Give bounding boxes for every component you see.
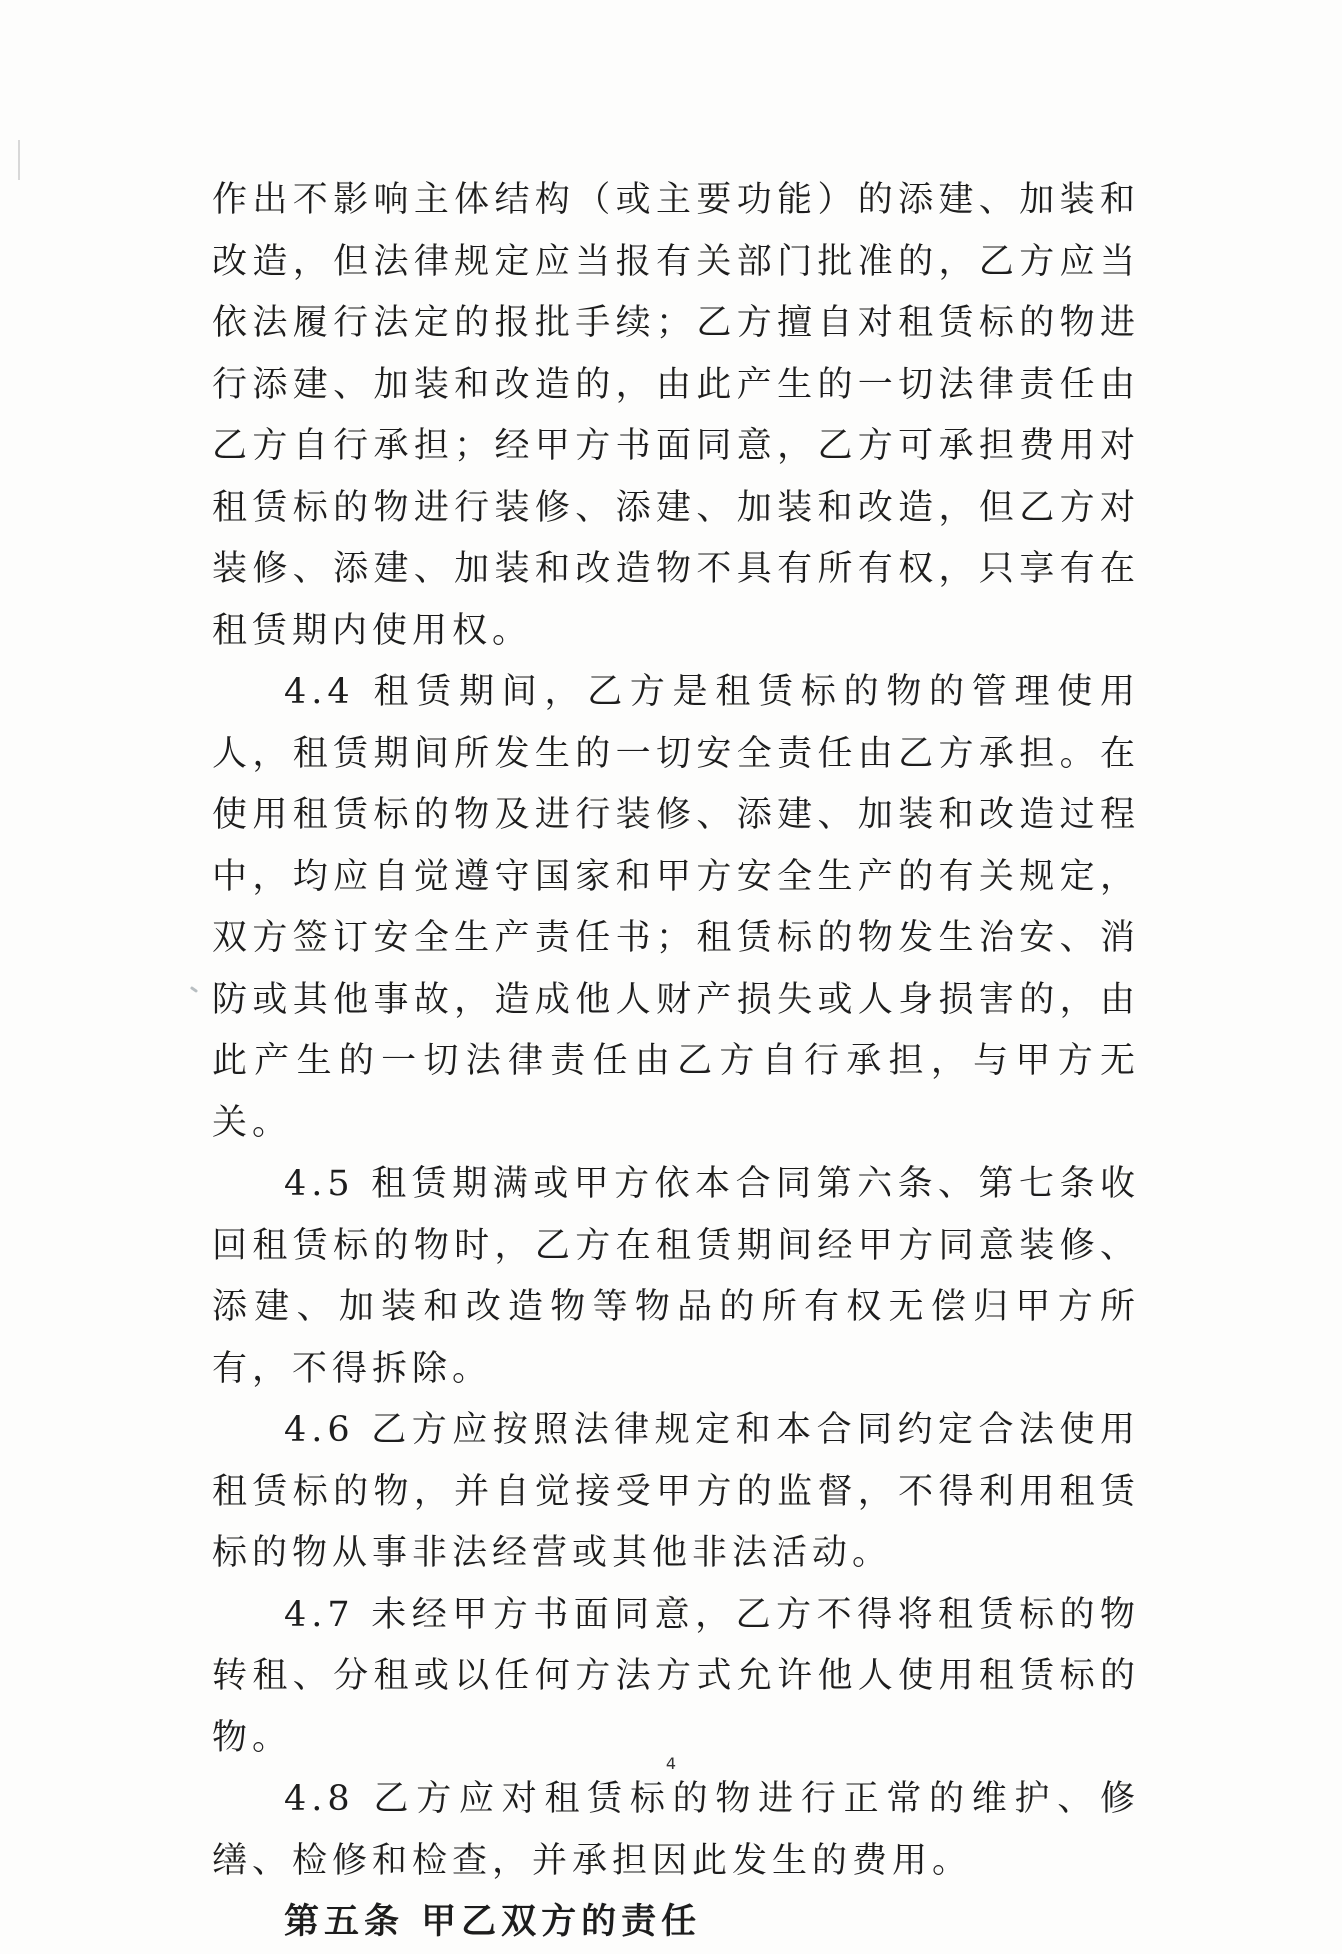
scan-speck xyxy=(190,986,198,993)
paragraph-continuation: 作出不影响主体结构（或主要功能）的添建、加装和改造，但法律规定应当报有关部门批准的，乙方应当依法履行法定的报批手续；乙方擅自对租赁标的物进行添建、加装和改造的，由此产生的一切法律责任由乙方自行承担；经甲方书面同意，乙方可承担费用对租赁标的物进行装修、添建、加装和改造，但乙方对装修、添建、加装和改造物不具有所有权，只享有在租赁期内使用权。 xyxy=(212,180,1140,651)
paragraph-4-6: 4.6 乙方应按照法律规定和本合同约定合法使用租赁标的物，并自觉接受甲方的监督，不得利用租赁标的物从事非法经营或其他非法活动。 xyxy=(212,1410,1140,1573)
paragraph-4-5: 4.5 租赁期满或甲方依本合同第六条、第七条收回租赁标的物时，乙方在租赁期间经甲方同意装修、添建、加装和改造物等物品的所有权无偿归甲方所有，不得拆除。 xyxy=(212,1164,1140,1389)
page-number: 4 xyxy=(665,1754,677,1773)
paragraph-4-7: 4.7 未经甲方书面同意，乙方不得将租赁标的物转租、分租或以任何方法方式允许他人使用租赁标的物。 xyxy=(212,1594,1140,1758)
paragraph-4-8: 4.8 乙方应对租赁标的物进行正常的维护、修缮、检修和检查，并承担因此发生的费用。 xyxy=(212,1779,1140,1881)
document-body xyxy=(212,170,1140,1954)
scan-edge-mark xyxy=(18,140,20,180)
paragraph-4-4: 4.4 租赁期间，乙方是租赁标的物的管理使用人，租赁期间所发生的一切安全责任由乙方承担。在使用租赁标的物及进行装修、添建、加装和改造过程中，均应自觉遵守国家和甲方安全生产的有关规定，双方签订安全生产责任书；租赁标的物发生治安、消防或其他事故，造成他人财产损失或人身损害的，由此产生的一切法律责任由乙方自行承担，与甲方无关。 xyxy=(212,672,1140,1143)
section-heading: 第五条 甲乙双方的责任 xyxy=(284,1902,702,1942)
